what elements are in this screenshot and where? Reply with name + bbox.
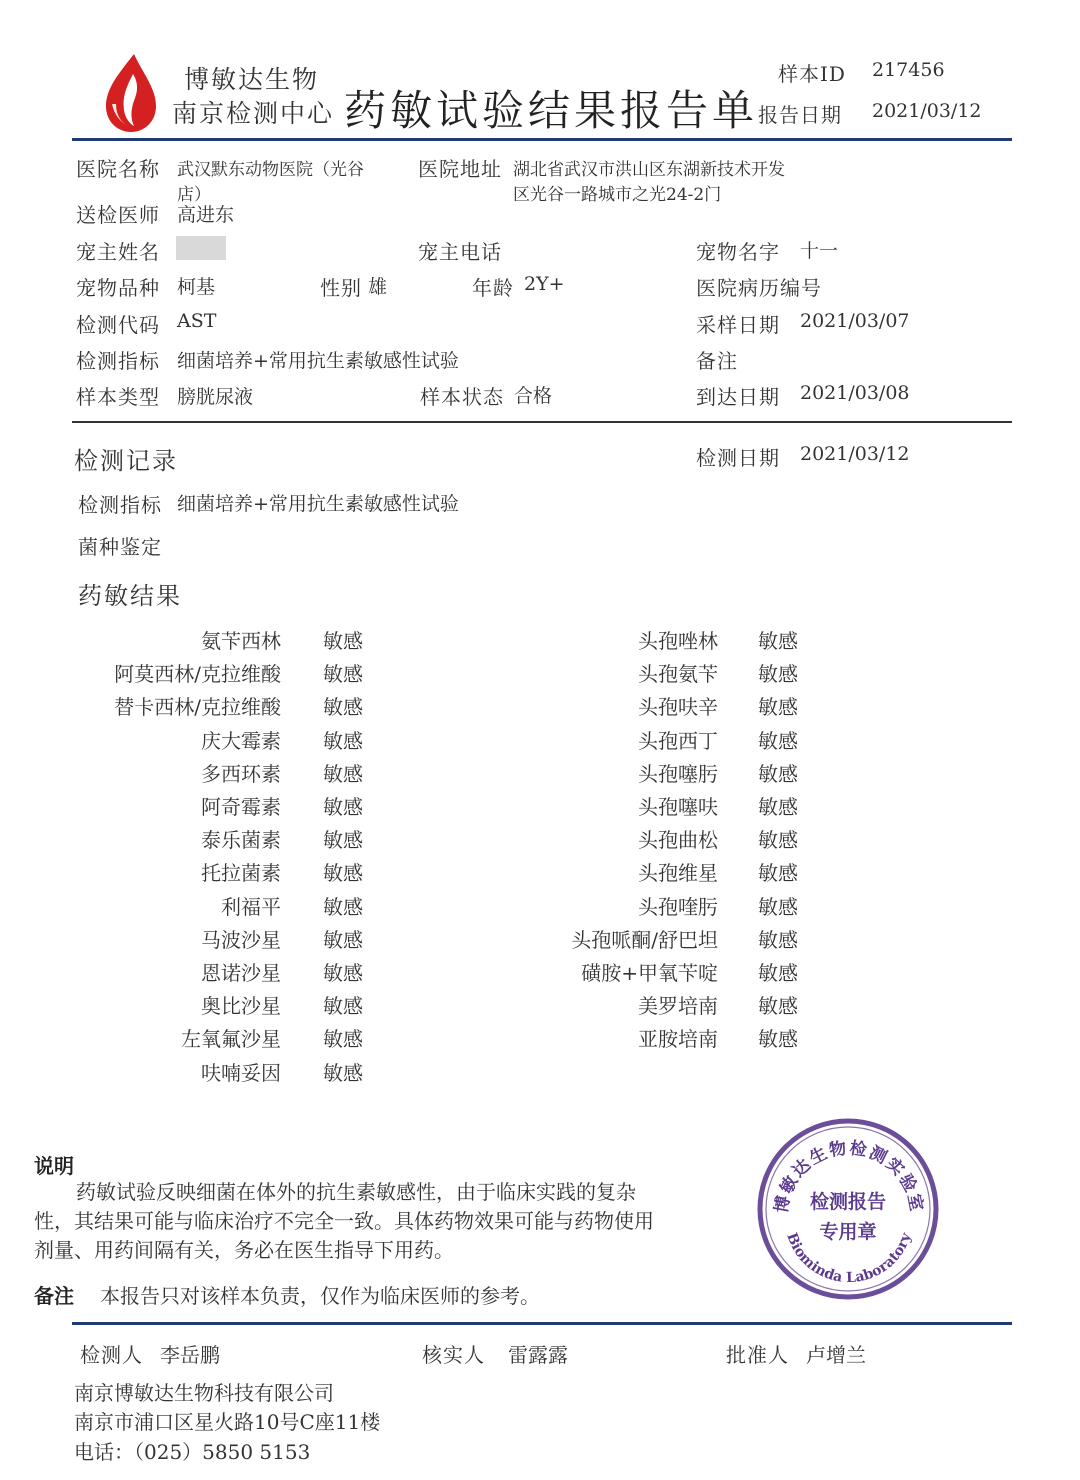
right-drug-name: 头孢哌酮/舒巴坦 — [571, 928, 718, 952]
arrival-date-value: 2021/03/08 — [800, 382, 910, 404]
sample-id-value: 217456 — [872, 59, 945, 81]
owner-name-redacted — [176, 236, 226, 260]
org-name: 博敏达生物 — [184, 65, 320, 94]
remark-footer-text: 本报告只对该样本负责，仅作为临床医师的参考。 — [100, 1284, 540, 1308]
left-drug-result: 敏感 — [323, 861, 363, 885]
left-drug-result: 敏感 — [323, 662, 363, 686]
breed-label: 宠物品种 — [76, 276, 160, 300]
hospital-address-label: 医院地址 — [418, 157, 502, 181]
right-drug-result: 敏感 — [758, 895, 798, 919]
right-drug-name: 头孢喹肟 — [638, 895, 718, 919]
report-date-value: 2021/03/12 — [872, 100, 982, 122]
checker-label: 核实人 — [422, 1343, 485, 1367]
right-drug-result: 敏感 — [758, 762, 798, 786]
header-divider — [72, 138, 1012, 141]
report-date-label: 报告日期 — [758, 103, 842, 127]
remark-label: 备注 — [696, 349, 738, 373]
left-drug-name: 左氧氟沙星 — [181, 1027, 281, 1051]
test-date-value: 2021/03/12 — [800, 443, 910, 465]
hospital-name-line2: 店） — [177, 185, 211, 205]
record-test-item-value: 细菌培养+常用抗生素敏感性试验 — [177, 493, 459, 515]
right-drug-result: 敏感 — [758, 994, 798, 1018]
stamp-center-line2: 专用章 — [819, 1221, 877, 1243]
left-drug-result: 敏感 — [323, 795, 363, 819]
right-drug-name: 头孢西丁 — [638, 729, 718, 753]
notes-title: 说明 — [34, 1154, 74, 1178]
right-drug-result: 敏感 — [758, 961, 798, 985]
left-drug-result: 敏感 — [323, 928, 363, 952]
test-item-value: 细菌培养+常用抗生素敏感性试验 — [177, 350, 459, 372]
left-drug-name: 氨苄西林 — [201, 629, 281, 653]
right-drug-result: 敏感 — [758, 662, 798, 686]
sex-value: 雄 — [368, 276, 388, 298]
right-drug-result: 敏感 — [758, 861, 798, 885]
right-drug-name: 头孢曲松 — [638, 828, 718, 852]
approver-label: 批准人 — [726, 1343, 789, 1367]
sampling-date-value: 2021/03/07 — [800, 310, 910, 332]
left-drug-result: 敏感 — [323, 994, 363, 1018]
footer-company: 南京博敏达生物科技有限公司 — [74, 1381, 334, 1405]
section-divider — [72, 421, 1012, 423]
left-drug-result: 敏感 — [323, 895, 363, 919]
approver-value: 卢增兰 — [806, 1343, 866, 1367]
test-item-label: 检测指标 — [76, 349, 160, 373]
right-drug-result: 敏感 — [758, 1027, 798, 1051]
right-drug-name: 头孢唑林 — [638, 629, 718, 653]
test-code-label: 检测代码 — [76, 313, 160, 337]
org-center: 南京检测中心 — [172, 99, 335, 128]
left-drug-result: 敏感 — [323, 961, 363, 985]
sample-type-label: 样本类型 — [76, 385, 160, 409]
tester-label: 检测人 — [80, 1343, 143, 1367]
right-drug-name: 磺胺+甲氧苄啶 — [581, 961, 718, 985]
right-drug-name: 头孢噻肟 — [638, 762, 718, 786]
checker-value: 雷露露 — [508, 1343, 568, 1367]
tester-value: 李岳鹏 — [160, 1343, 220, 1367]
stamp-top-text: 博敏达生物检测实验室 — [771, 1138, 927, 1215]
right-drug-name: 美罗培南 — [638, 994, 718, 1018]
right-drug-result: 敏感 — [758, 729, 798, 753]
hospital-address-line1: 湖北省武汉市洪山区东湖新技术开发 — [513, 160, 785, 180]
record-test-item-label: 检测指标 — [78, 493, 162, 517]
species-label: 菌种鉴定 — [78, 535, 162, 559]
left-drug-name: 利福平 — [221, 895, 281, 919]
right-drug-result: 敏感 — [758, 828, 798, 852]
age-label: 年龄 — [472, 276, 514, 300]
record-section-title: 检测记录 — [74, 447, 178, 475]
left-drug-result: 敏感 — [323, 762, 363, 786]
left-drug-name: 托拉菌素 — [201, 861, 281, 885]
sample-state-value: 合格 — [514, 385, 553, 407]
doctor-value: 高进东 — [177, 204, 235, 226]
stamp-center-line1: 检测报告 — [809, 1191, 887, 1213]
lab-seal-stamp — [755, 1116, 941, 1302]
stamp-bottom-text: Biominda Laboratory — [783, 1230, 915, 1287]
remark-footer-label: 备注 — [34, 1284, 74, 1308]
left-drug-name: 泰乐菌素 — [201, 828, 281, 852]
left-drug-name: 庆大霉素 — [201, 729, 281, 753]
pet-name-label: 宠物名字 — [696, 240, 780, 264]
sample-state-label: 样本状态 — [420, 385, 504, 409]
owner-phone-label: 宠主电话 — [418, 240, 502, 264]
owner-name-label: 宠主姓名 — [76, 240, 160, 264]
right-drug-name: 头孢氨苄 — [638, 662, 718, 686]
footer-phone: 电话：（025）5850 5153 — [74, 1440, 311, 1464]
right-drug-name: 亚胺培南 — [638, 1027, 718, 1051]
right-drug-result: 敏感 — [758, 795, 798, 819]
right-drug-result: 敏感 — [758, 695, 798, 719]
left-drug-name: 阿奇霉素 — [201, 795, 281, 819]
left-drug-result: 敏感 — [323, 1027, 363, 1051]
results-title: 药敏结果 — [78, 582, 182, 610]
company-logo — [100, 52, 162, 134]
sex-label: 性别 — [320, 276, 362, 300]
footer-divider — [72, 1322, 1012, 1325]
right-drug-result: 敏感 — [758, 629, 798, 653]
record-number-label: 医院病历编号 — [696, 276, 822, 300]
breed-value: 柯基 — [177, 276, 216, 298]
hospital-name-line1: 武汉默东动物医院（光谷 — [177, 160, 364, 180]
sample-type-value: 膀胱尿液 — [177, 386, 254, 408]
report-title: 药敏试验结果报告单 — [344, 86, 759, 135]
pet-name-value: 十一 — [800, 240, 839, 262]
hospital-name-label: 医院名称 — [76, 157, 160, 181]
right-drug-name: 头孢维星 — [638, 861, 718, 885]
left-drug-result: 敏感 — [323, 629, 363, 653]
left-drug-result: 敏感 — [323, 828, 363, 852]
left-drug-name: 多西环素 — [201, 762, 281, 786]
sample-id-label: 样本ID — [778, 62, 846, 86]
right-drug-name: 头孢噻呋 — [638, 795, 718, 819]
right-drug-name: 头孢呋辛 — [638, 695, 718, 719]
test-date-label: 检测日期 — [696, 446, 780, 470]
right-drug-result: 敏感 — [758, 928, 798, 952]
age-value: 2Y+ — [524, 273, 565, 295]
left-drug-name: 阿莫西林/克拉维酸 — [114, 662, 281, 686]
left-drug-result: 敏感 — [323, 695, 363, 719]
doctor-label: 送检医师 — [76, 203, 160, 227]
left-drug-name: 奥比沙星 — [201, 994, 281, 1018]
test-code-value: AST — [177, 310, 217, 332]
left-drug-result: 敏感 — [323, 1061, 363, 1085]
arrival-date-label: 到达日期 — [696, 385, 780, 409]
sampling-date-label: 采样日期 — [696, 313, 780, 337]
left-drug-name: 呋喃妥因 — [201, 1061, 281, 1085]
hospital-address-line2: 区光谷一路城市之光24-2门 — [513, 185, 722, 205]
left-drug-name: 替卡西林/克拉维酸 — [114, 695, 281, 719]
left-drug-name: 马波沙星 — [201, 928, 281, 952]
left-drug-name: 恩诺沙星 — [201, 961, 281, 985]
notes-text: 药敏试验反映细菌在体外的抗生素敏感性，由于临床实践的复杂性，其结果可能与临床治疗不完全一致。具体药物效果可能与药物使用剂量、用药间隔有关，务必在医生指导下用药。 — [34, 1180, 654, 1262]
left-drug-result: 敏感 — [323, 729, 363, 753]
footer-address: 南京市浦口区星火路10号C座11楼 — [74, 1410, 381, 1434]
